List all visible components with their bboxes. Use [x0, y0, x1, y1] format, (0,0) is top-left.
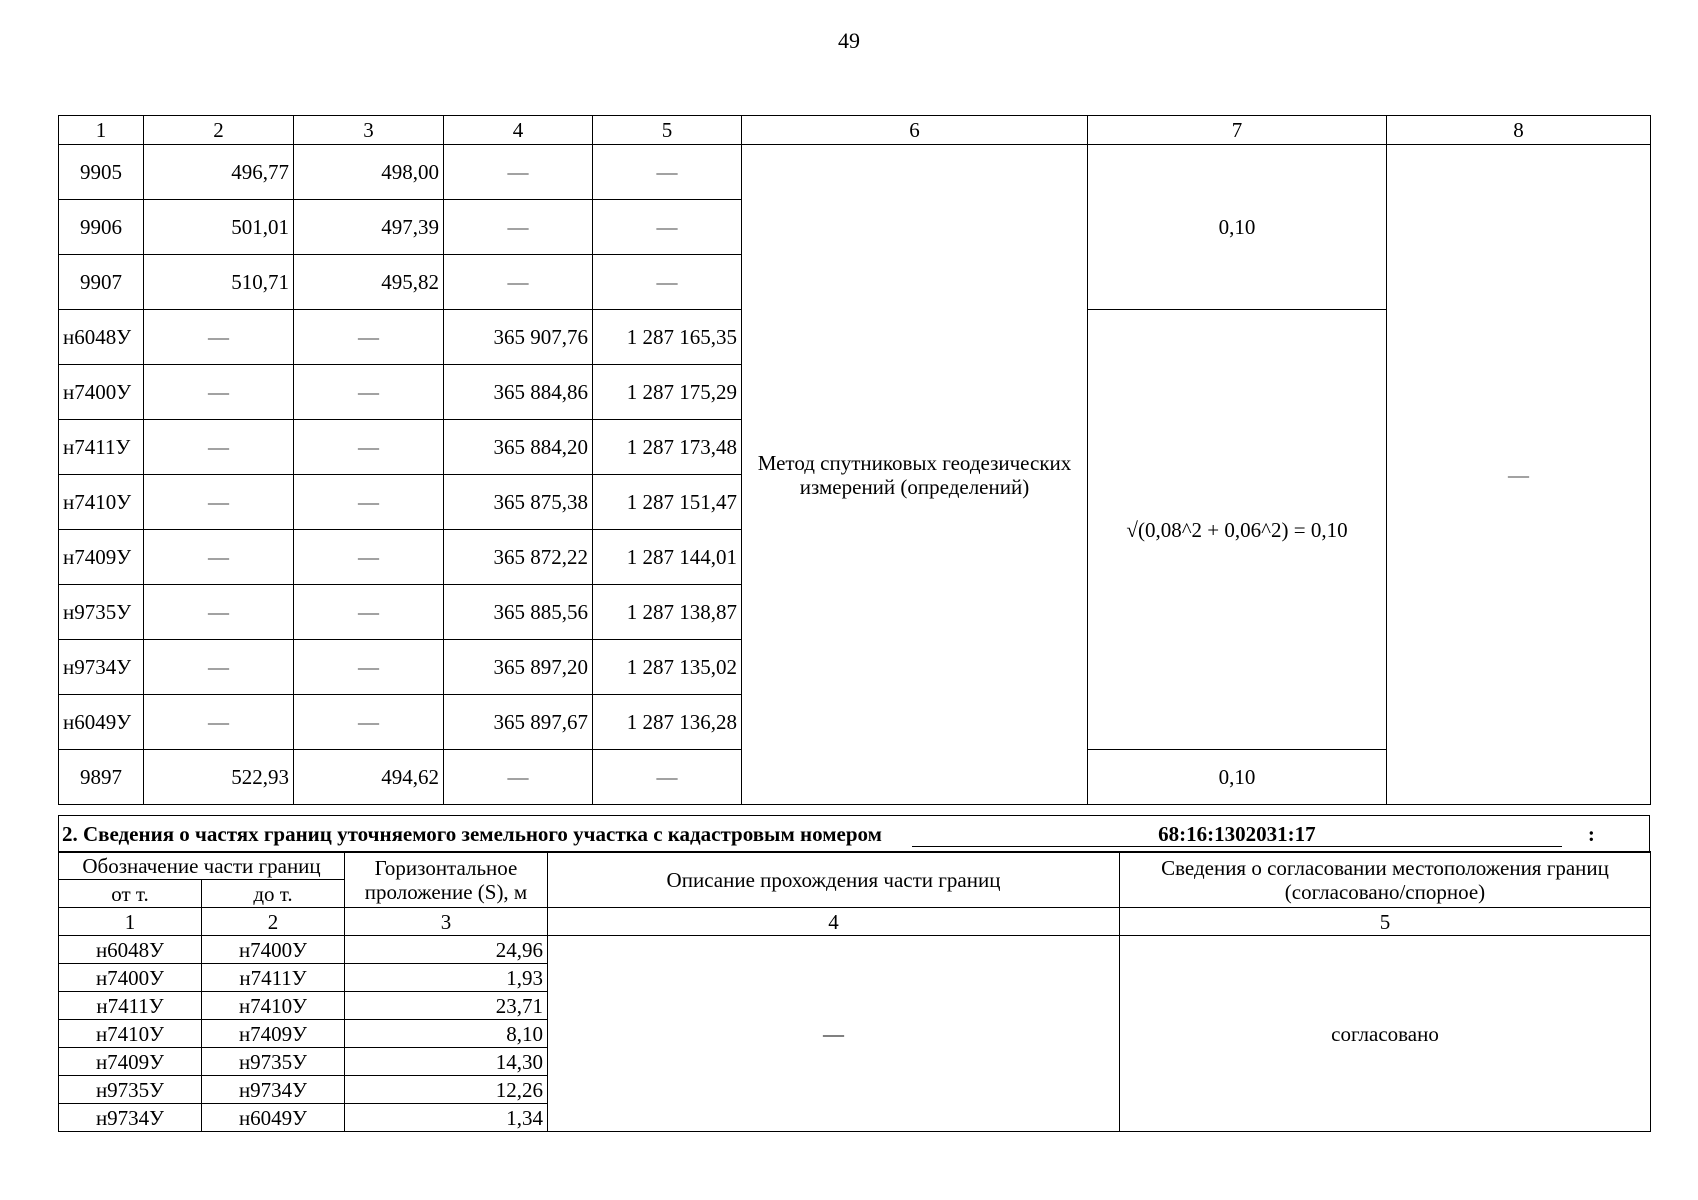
section-2-title-text: 2. Сведения о частях границ уточняемого земельного участка с кадастровым номером	[62, 821, 882, 846]
coord-cell: —	[144, 530, 294, 585]
coord-cell: 365 872,22	[444, 530, 593, 585]
coord-cell: —	[294, 475, 444, 530]
point-id: н7410У	[59, 475, 144, 530]
coord-cell: 1 287 138,87	[593, 585, 742, 640]
point-id: 9897	[59, 750, 144, 805]
point-id: н7400У	[59, 365, 144, 420]
coord-cell: —	[593, 750, 742, 805]
to-point: н7400У	[202, 936, 345, 964]
coord-cell: 1 287 151,47	[593, 475, 742, 530]
horizontal-length: 14,30	[345, 1048, 548, 1076]
coord-cell: —	[593, 200, 742, 255]
coord-cell: —	[294, 530, 444, 585]
col8-cell: —	[1387, 145, 1651, 805]
agreement-cell: согласовано	[1120, 936, 1651, 1132]
from-point: н7400У	[59, 964, 202, 992]
coord-cell: —	[444, 145, 593, 200]
column-number: 1	[59, 116, 144, 145]
from-point: н7411У	[59, 992, 202, 1020]
point-id: 9905	[59, 145, 144, 200]
title-suffix: :	[1587, 821, 1595, 846]
from-point: н7409У	[59, 1048, 202, 1076]
coord-cell: 501,01	[144, 200, 294, 255]
horizontal-length: 24,96	[345, 936, 548, 964]
to-point: н7410У	[202, 992, 345, 1020]
point-id: н7411У	[59, 420, 144, 475]
column-number: 5	[593, 116, 742, 145]
horizontal-length: 8,10	[345, 1020, 548, 1048]
column-number: 7	[1088, 116, 1387, 145]
to-point: н6049У	[202, 1104, 345, 1132]
point-id: 9906	[59, 200, 144, 255]
from-point: н6048У	[59, 936, 202, 964]
column-number-row	[59, 908, 1651, 936]
coord-cell: 365 897,67	[444, 695, 593, 750]
point-id: н6049У	[59, 695, 144, 750]
header-row	[59, 116, 1651, 145]
header-agreement: Сведения о согласовании местоположения границ (согласовано/спорное)	[1120, 852, 1651, 908]
coord-cell: 1 287 173,48	[593, 420, 742, 475]
coord-cell: 365 897,20	[444, 640, 593, 695]
coord-cell: 1 287 144,01	[593, 530, 742, 585]
coord-cell: —	[294, 310, 444, 365]
horizontal-length: 1,93	[345, 964, 548, 992]
from-point: н9734У	[59, 1104, 202, 1132]
column-number: 2	[144, 116, 294, 145]
coord-cell: —	[144, 365, 294, 420]
accuracy-cell: 0,10	[1088, 750, 1387, 805]
coord-cell: 365 907,76	[444, 310, 593, 365]
coord-cell: 365 875,38	[444, 475, 593, 530]
accuracy-cell: √(0,08^2 + 0,06^2) = 0,10	[1088, 310, 1387, 750]
coord-cell: —	[144, 420, 294, 475]
header-row	[59, 852, 1651, 880]
coord-cell: 1 287 135,02	[593, 640, 742, 695]
column-number: 6	[742, 116, 1088, 145]
to-point: н9735У	[202, 1048, 345, 1076]
coord-cell: 497,39	[294, 200, 444, 255]
coord-cell: 365 885,56	[444, 585, 593, 640]
coord-cell: —	[294, 585, 444, 640]
from-point: н9735У	[59, 1076, 202, 1104]
horizontal-length: 12,26	[345, 1076, 548, 1104]
coord-cell: 496,77	[144, 145, 294, 200]
section-2-title	[59, 816, 1650, 853]
coord-cell: —	[144, 310, 294, 365]
page-number: 49	[838, 28, 860, 53]
to-point: н7411У	[202, 964, 345, 992]
cadastral-number: 68:16:1302031:17	[912, 822, 1562, 847]
column-number: 5	[1120, 908, 1651, 936]
coord-cell: —	[444, 750, 593, 805]
method-cell: Метод спутниковых геодезических измерений (определений)	[742, 145, 1088, 805]
point-id: н9734У	[59, 640, 144, 695]
coord-cell: —	[294, 365, 444, 420]
coord-cell: —	[294, 695, 444, 750]
point-id: н6048У	[59, 310, 144, 365]
coord-cell: —	[593, 255, 742, 310]
column-number: 8	[1387, 116, 1651, 145]
header-part: Обозначение части границ	[59, 852, 345, 880]
coord-cell: 1 287 136,28	[593, 695, 742, 750]
coord-cell: —	[444, 200, 593, 255]
point-id: н9735У	[59, 585, 144, 640]
coord-cell: —	[144, 640, 294, 695]
coord-cell: 365 884,86	[444, 365, 593, 420]
coord-cell: —	[144, 695, 294, 750]
to-point: н9734У	[202, 1076, 345, 1104]
header-length: Горизонтальное проложение (S), м	[345, 852, 548, 908]
coord-cell: 498,00	[294, 145, 444, 200]
coord-cell: —	[294, 420, 444, 475]
section-2-title-row	[58, 815, 1650, 853]
coord-cell: 365 884,20	[444, 420, 593, 475]
coord-cell: —	[144, 475, 294, 530]
horizontal-length: 1,34	[345, 1104, 548, 1132]
accuracy-cell: 0,10	[1088, 145, 1387, 310]
point-id: 9907	[59, 255, 144, 310]
column-number: 3	[345, 908, 548, 936]
column-number: 1	[59, 908, 202, 936]
coordinates-table	[58, 115, 1651, 805]
coord-cell: —	[294, 640, 444, 695]
coord-cell: —	[444, 255, 593, 310]
column-number: 4	[548, 908, 1120, 936]
coord-cell: 522,93	[144, 750, 294, 805]
header-to: до т.	[202, 880, 345, 908]
boundary-parts-table	[58, 851, 1651, 1132]
coord-cell: 495,82	[294, 255, 444, 310]
coord-cell: —	[144, 585, 294, 640]
horizontal-length: 23,71	[345, 992, 548, 1020]
column-number: 2	[202, 908, 345, 936]
to-point: н7409У	[202, 1020, 345, 1048]
coord-cell: 510,71	[144, 255, 294, 310]
coord-cell: —	[593, 145, 742, 200]
header-description: Описание прохождения части границ	[548, 852, 1120, 908]
column-number: 3	[294, 116, 444, 145]
point-id: н7409У	[59, 530, 144, 585]
header-from: от т.	[59, 880, 202, 908]
table-row	[59, 936, 1651, 964]
description-cell: —	[548, 936, 1120, 1132]
from-point: н7410У	[59, 1020, 202, 1048]
coord-cell: 1 287 175,29	[593, 365, 742, 420]
column-number: 4	[444, 116, 593, 145]
table-row	[59, 145, 1651, 200]
coord-cell: 1 287 165,35	[593, 310, 742, 365]
coord-cell: 494,62	[294, 750, 444, 805]
